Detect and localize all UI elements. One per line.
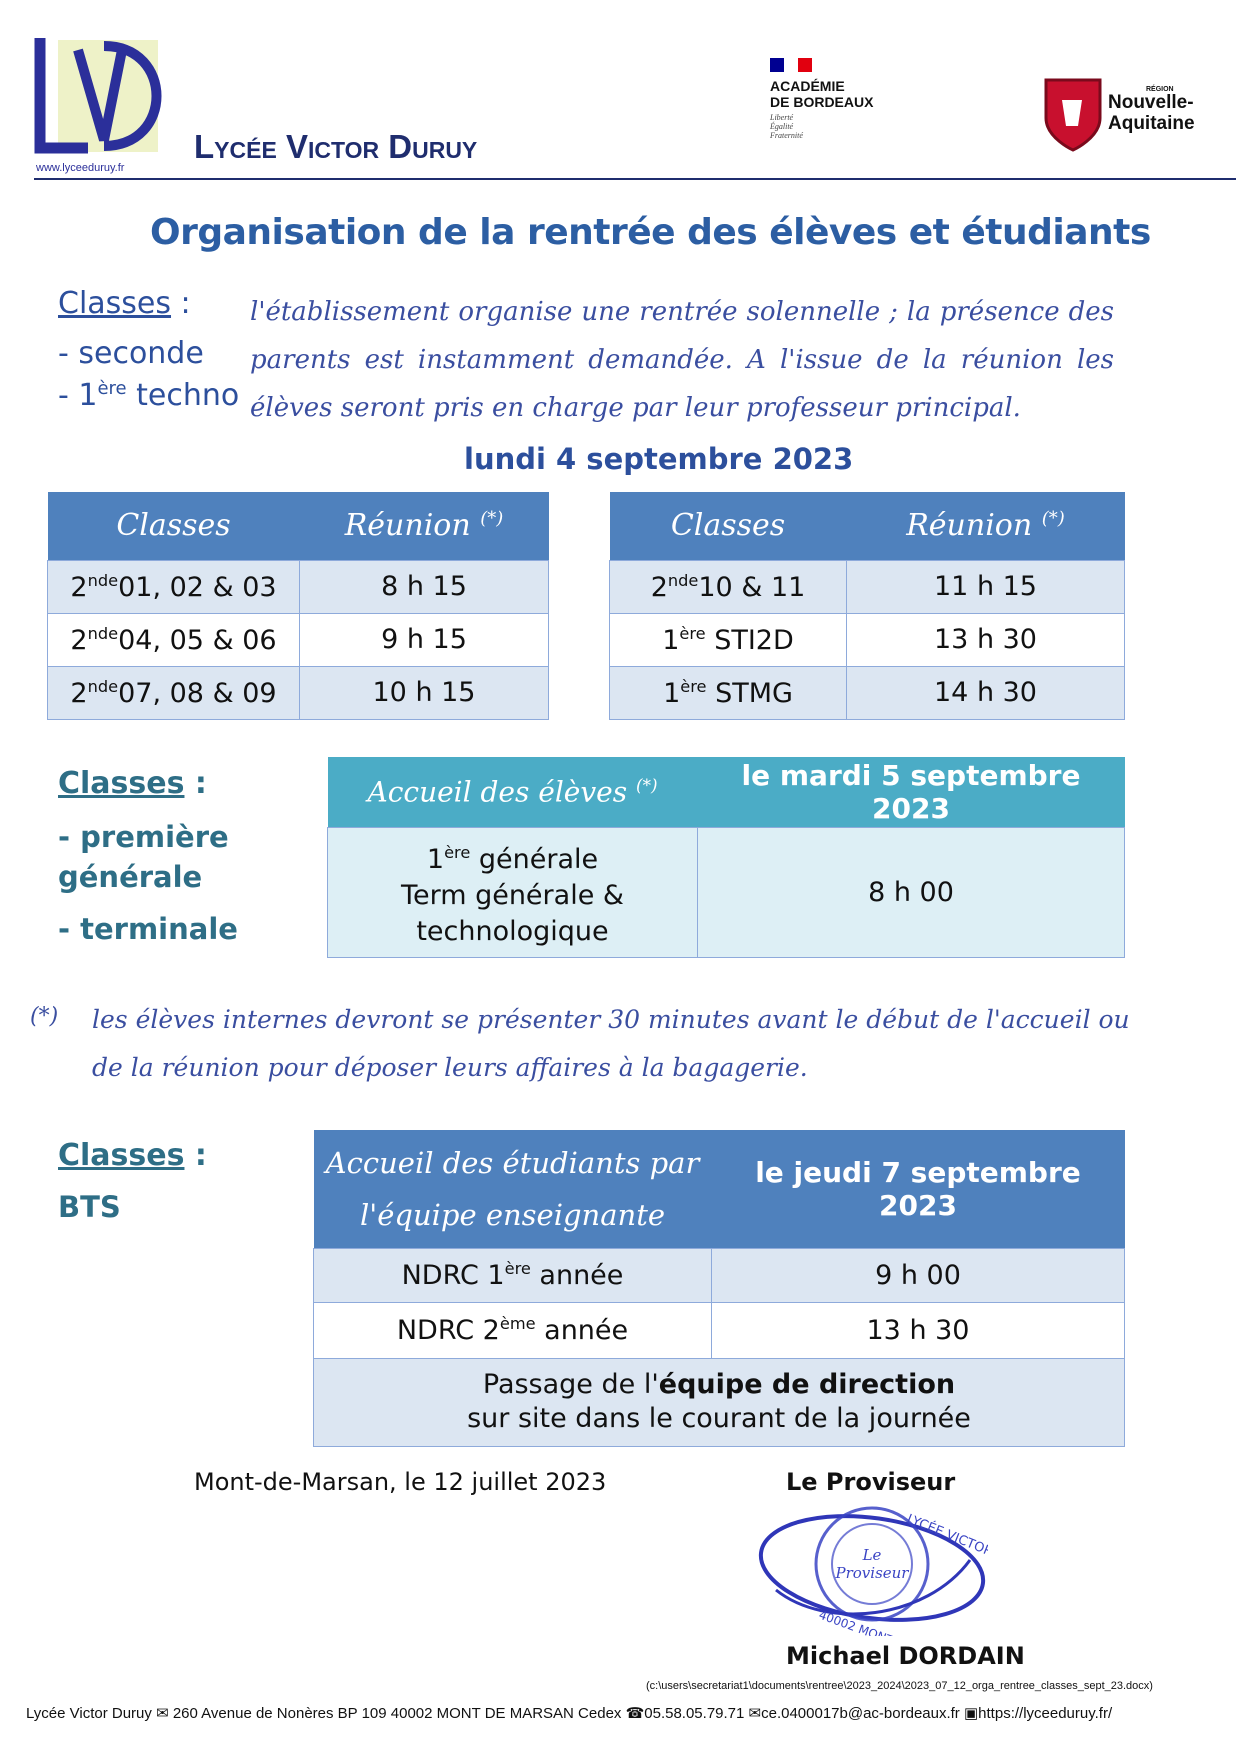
meeting-table-left xyxy=(47,492,549,720)
table-row: NDRC 1ère année 9 h 00 xyxy=(314,1248,1125,1302)
welcome-col-date: le mardi 5 septembre 2023 xyxy=(698,757,1125,827)
section1-item-techno: - 1ère techno xyxy=(58,378,240,413)
region-shield-icon xyxy=(1042,76,1104,152)
motto1: Liberté xyxy=(770,113,794,122)
academy-line1: ACADÉMIE xyxy=(770,78,845,94)
page-footer xyxy=(26,1704,1226,1722)
envelope-icon: ✉ xyxy=(156,1705,169,1722)
welcome-students-table xyxy=(327,757,1125,958)
welcome-bts-table xyxy=(313,1130,1125,1447)
section1-item-seconde: - seconde xyxy=(58,336,204,371)
motto3: Fraternité xyxy=(770,131,803,140)
stamp-text-top: LYCÉE VICTOR xyxy=(904,1511,988,1560)
computer-icon: ▣ xyxy=(963,1705,979,1722)
section1-classes-label: Classes xyxy=(58,286,172,321)
marianne-flag-icon xyxy=(770,58,812,72)
section1-date: lundi 4 septembre 2023 xyxy=(464,442,854,476)
welcome-col-accueil: Accueil des élèves (*) xyxy=(328,757,698,827)
footer-address: 260 Avenue de Nonères BP 109 40002 MONT DE MARSAN Cedex xyxy=(172,1705,622,1722)
stamp-center1: Le xyxy=(862,1546,882,1564)
section1-paragraph: l'établissement organise une rentrée solennelle ; la présence des parents est instamment demandée. A l'issue de la réunion les élèves seront pris en charge par leur professeur principal. xyxy=(250,297,1114,423)
footer-school: Lycée Victor Duruy xyxy=(26,1705,152,1722)
meeting-table-right xyxy=(609,492,1125,720)
footer-website[interactable]: https://lyceeduruy.fr/ xyxy=(978,1705,1113,1722)
section2-item-generale: générale xyxy=(58,860,203,894)
table-row: 1ère générale Term générale & technologique 8 h 00 xyxy=(328,827,1125,957)
section3-classes-heading: Classes : xyxy=(58,1138,207,1173)
section2-item-premiere: - première xyxy=(58,820,229,854)
page-title: Organisation de la rentrée des élèves et étudiants xyxy=(150,212,1151,253)
table-left-col-reunion: Réunion (*) xyxy=(300,492,549,560)
mail-icon: ✉ xyxy=(748,1705,762,1722)
section3-item-bts: BTS xyxy=(58,1190,121,1224)
table-row: 2nde01, 02 & 03 8 h 15 xyxy=(48,560,549,613)
region-label: RÉGION xyxy=(1146,86,1174,93)
bts-col-accueil: Accueil des étudiants par l'équipe enseignante xyxy=(314,1130,712,1248)
region-logo xyxy=(1042,76,1212,152)
school-name: Lycée Victor Duruy xyxy=(194,128,478,165)
academy-line2: DE BORDEAUX xyxy=(770,94,874,110)
official-stamp xyxy=(756,1500,988,1636)
footer-email[interactable]: ce.0400017b@ac-bordeaux.fr xyxy=(761,1705,960,1722)
note-text: les élèves internes devront se présenter 30 minutes avant le début de l'accueil ou de la réunion pour déposer leurs affaires à la bagagerie. xyxy=(92,1005,1130,1082)
footer-phone: 05.58.05.79.71 xyxy=(644,1705,745,1722)
table-row: Passage de l'équipe de direction sur site dans le courant de la journée xyxy=(314,1358,1125,1446)
region-name1: Nouvelle- xyxy=(1108,92,1194,113)
motto2: Égalité xyxy=(770,122,794,131)
signatory-role: Le Proviseur xyxy=(786,1468,956,1496)
region-name2: Aquitaine xyxy=(1108,113,1195,134)
signatory-name: Michael DORDAIN xyxy=(786,1642,1025,1670)
section3-classes-label: Classes xyxy=(58,1138,185,1173)
note-star: (*) xyxy=(30,1004,59,1029)
file-path: (c:\users\secretariat1\documents\rentree\2023_2024\2023_07_12_orga_rentree_classes_sept_23.docx) xyxy=(646,1680,1153,1692)
stamp-center2: Proviseur xyxy=(835,1564,909,1582)
table-row: 2nde10 & 11 11 h 15 xyxy=(610,560,1125,613)
place-date: Mont-de-Marsan, le 12 juillet 2023 xyxy=(194,1468,607,1496)
table-left-col-classes: Classes xyxy=(48,492,300,560)
table-row: 1ère STMG 14 h 30 xyxy=(610,666,1125,719)
table-row: NDRC 2ème année 13 h 30 xyxy=(314,1302,1125,1358)
table-row: 1ère STI2D 13 h 30 xyxy=(610,613,1125,666)
phone-icon: ☎ xyxy=(625,1705,645,1722)
logo-url[interactable]: www.lyceeduruy.fr xyxy=(36,162,125,174)
table-row: 2nde04, 05 & 06 9 h 15 xyxy=(48,613,549,666)
section2-classes-heading: Classes : xyxy=(58,766,207,801)
section2-item-terminale: - terminale xyxy=(58,912,238,946)
bts-col-date: le jeudi 7 septembre 2023 xyxy=(712,1130,1125,1248)
table-right-col-reunion: Réunion (*) xyxy=(847,492,1125,560)
header-divider xyxy=(34,178,1236,180)
academy-logo xyxy=(770,58,910,140)
school-logo xyxy=(34,36,164,174)
table-right-col-classes: Classes xyxy=(610,492,847,560)
section1-classes-heading: Classes : xyxy=(58,286,191,321)
section2-classes-label: Classes xyxy=(58,766,185,801)
table-row: 2nde07, 08 & 09 10 h 15 xyxy=(48,666,549,719)
